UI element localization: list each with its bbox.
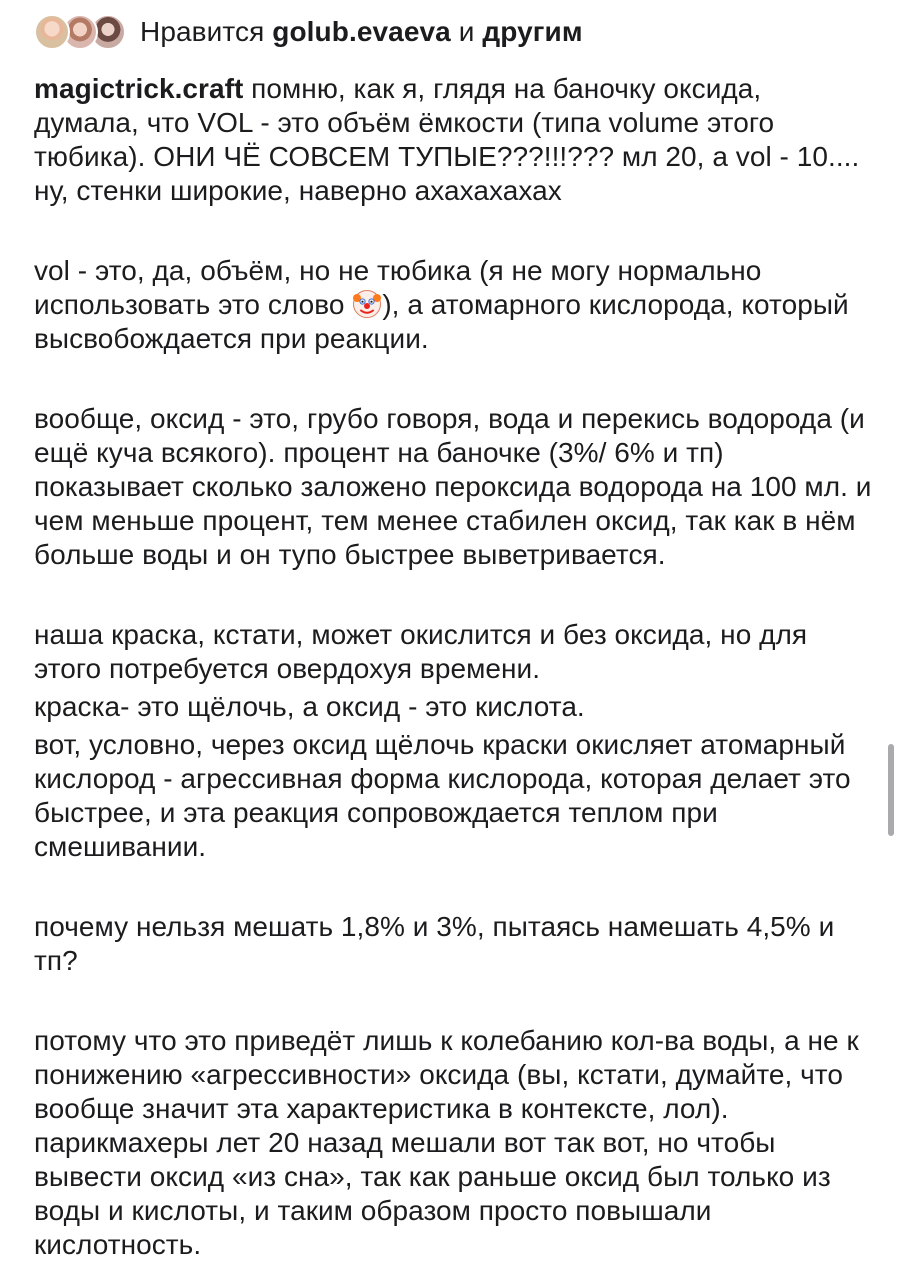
liker-avatars[interactable] bbox=[34, 12, 130, 52]
likes-others-link[interactable]: другим bbox=[482, 16, 583, 47]
scrollbar[interactable] bbox=[888, 744, 894, 836]
caption-paragraph: потому что это приведёт лишь к колебанию кол-ва воды, а не к понижению «агрессивности» оксида (вы, кстати, думайте, что вообще значит эта характеристика в контексте, лол). парикмахеры лет 20 назад мешали вот так вот, но чтобы вывести оксид «из сна», так как раньше оксид был только из воды и кислоты, и таким образом просто повышали кислотность. bbox=[34, 1025, 859, 1260]
caption-text: помню, как я, глядя на баночку оксида, думала, что VOL - это объём ёмкости (типа volume этого тюбика). ОНИ ЧЁ СОВСЕМ ТУПЫЕ???!!!??? мл 20, а vol - 10.... ну, стенки широкие, наверно ахахахахах bbox=[34, 73, 860, 206]
caption-text: vol - это, да, объём, но не тюбика (я не могу нормально использовать это слово bbox=[34, 255, 762, 320]
caption-paragraph bbox=[34, 254, 872, 356]
likes-summary[interactable] bbox=[34, 12, 583, 52]
caption-paragraph: наша краска, кстати, может окислится и без оксида, но для этого потребуется овердохуя времени. bbox=[34, 619, 808, 684]
caption-paragraph bbox=[34, 72, 872, 208]
caption-paragraph: почему нельзя мешать 1,8% и 3%, пытаясь намешать 4,5% и тп? bbox=[34, 911, 835, 976]
caption-username[interactable]: magictrick.craft bbox=[34, 73, 244, 104]
caption-paragraph: вообще, оксид - это, грубо говоря, вода и перекись водорода (и ещё куча всякого). процент на баночке (3%/ 6% и тп) показывает сколько заложено пероксида водорода на 100 мл. и чем меньше процент, тем менее стабилен оксид, так как в нём больше воды и он тупо быстрее выветривается. bbox=[34, 403, 872, 570]
likes-prefix: Нравится bbox=[140, 16, 265, 47]
caption-paragraph: вот, условно, через оксид щёлочь краски окисляет атомарный кислород - агрессивная форма кислорода, которая делает это быстрее, и эта реакция сопровождается теплом при смешивании. bbox=[34, 729, 851, 862]
caption-text: ), а атомарного кислорода, который высвобождается при реакции. bbox=[34, 289, 849, 354]
avatar[interactable] bbox=[34, 14, 70, 50]
caption-paragraph: краска- это щёлочь, а оксид - это кислота. bbox=[34, 691, 585, 722]
clown-face-icon bbox=[352, 289, 382, 319]
liker-username[interactable]: golub.evaeva bbox=[272, 16, 451, 47]
post-caption bbox=[34, 72, 872, 1262]
likes-text[interactable] bbox=[140, 16, 583, 48]
likes-conjunction: и bbox=[458, 16, 475, 47]
